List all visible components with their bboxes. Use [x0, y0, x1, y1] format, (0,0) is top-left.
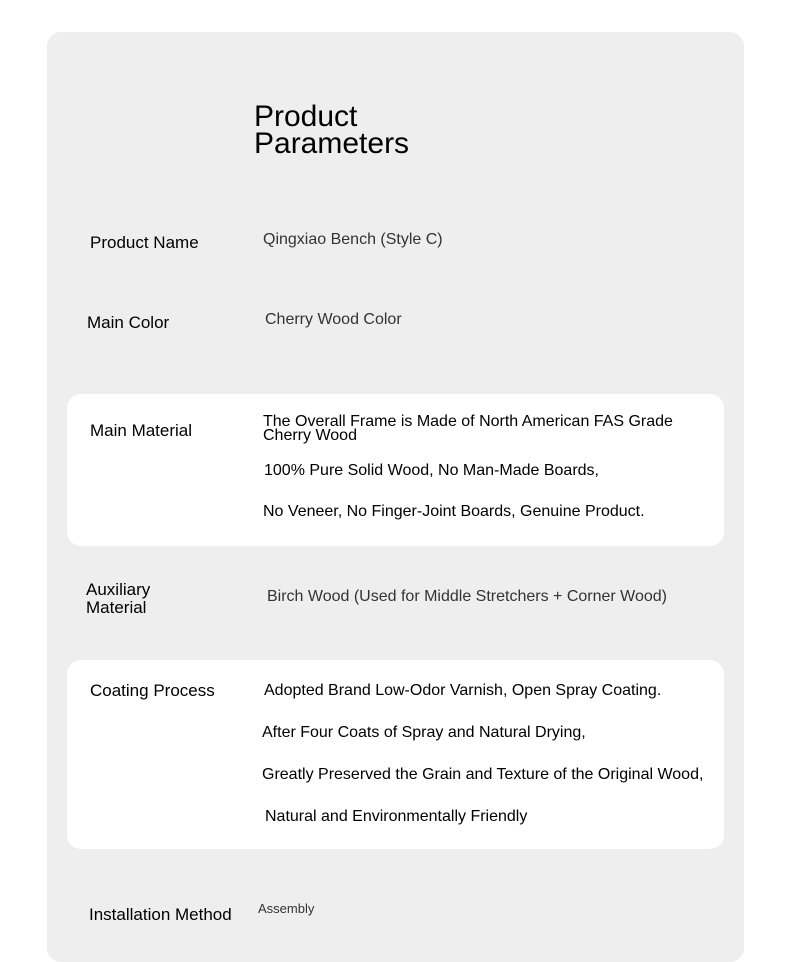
installation-method-label: Installation Method	[89, 905, 232, 924]
main-color-value: Cherry Wood Color	[265, 311, 402, 328]
main-color-label: Main Color	[87, 313, 170, 332]
coating-process-label: Coating Process	[90, 681, 215, 700]
page-title	[254, 100, 410, 160]
auxiliary-material-value: Birch Wood (Used for Middle Stretchers + Corner Wood)	[267, 588, 668, 605]
auxiliary-material-label-line-1: Auxiliary	[86, 580, 151, 599]
coating-process-line-2: After Four Coats of Spray and Natural Drying,	[262, 724, 586, 741]
main-material-line-2: 100% Pure Solid Wood, No Man-Made Boards,	[264, 462, 599, 479]
coating-process-line-1: Adopted Brand Low-Odor Varnish, Open Spray Coating.	[264, 682, 662, 699]
installation-method-value: Assembly	[258, 901, 315, 916]
title-line-1: Product	[254, 100, 358, 133]
main-material-line-3: No Veneer, No Finger-Joint Boards, Genuine Product.	[263, 503, 645, 520]
main-material-line-1a: The Overall Frame is Made of North American FAS Grade	[263, 413, 673, 430]
product-name-label: Product Name	[90, 233, 199, 252]
coating-process-line-4: Natural and Environmentally Friendly	[265, 808, 528, 825]
auxiliary-material-label-line-2: Material	[86, 598, 147, 617]
product-name-value: Qingxiao Bench (Style C)	[263, 231, 443, 248]
main-material-line-1b: Cherry Wood	[263, 427, 357, 444]
coating-process-line-3: Greatly Preserved the Grain and Texture of the Original Wood,	[262, 766, 704, 783]
title-line-2: Parameters	[254, 127, 410, 160]
main-material-label: Main Material	[90, 421, 193, 440]
